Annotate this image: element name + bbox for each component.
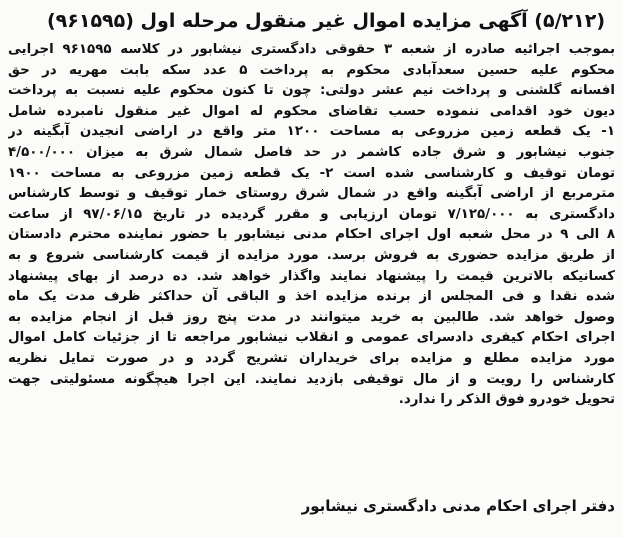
notice-body-line: مترمربع از اراضی آبگینه واقع در شمال شرق روستای خمار توقیف و توسط کارشناس (8, 186, 615, 202)
notice-body-line: تومان توقیف و کارشناسی شده است ۲- یک قطعه زمین مزروعی به مساحت ۱۹۰۰ (8, 165, 615, 181)
notice-body-line: افسانه گلشنی و پرداخت نیم عشر دولتی: چون تا کنون محکوم علیه نسبت به پرداخت (8, 83, 615, 99)
notice-body-line: وصول خواهد شد. طالبین به خرید میتوانند در مدت پنج روز قبل از انجام مزایده به (8, 309, 615, 325)
issuer-signature: دفتر اجرای احکام مدنی دادگستری نیشابور (301, 497, 615, 515)
notice-body-line: ۱- یک قطعه زمین مزروعی به مساحت ۱۲۰۰ متر واقع در اراضی انجیدن آبگینه در (8, 124, 615, 140)
notice-body-line: دادگستری به ۷/۱۲۵/۰۰۰ تومان ارزیابی و مقرر گردیده در تاریخ ۹۷/۰۶/۱۵ از ساعت (8, 206, 615, 222)
notice-body-line: تحویل خودرو فوق الذکر را ندارد. (398, 392, 615, 408)
notice-body-line: از طریق مزایده حضوری به فروش برسد. مورد مزایده از قیمت کارشناسی شروع و به (8, 247, 615, 263)
notice-body-line: بموجب اجرائیه صادره از شعبه ۳ حقوقی دادگستری نیشابور در کلاسه ۹۶۱۵۹۵ اجرایی (8, 42, 615, 57)
notice-title: (۵/۲۱۲) آگهی مزایده اموال غیر منقول مرحله اول (۹۶۱۵۹۵) (46, 10, 605, 32)
notice-body-line: کسانیکه بالاترین قیمت را پیشنهاد نمایند واگذار خواهد شد. ده درصد از بهای پیشنهاد (8, 268, 615, 284)
notice-body-line: شده نقدا و فی المجلس از برنده مزایده اخذ و الباقی آن حداکثر ظرف مدت یک ماه (8, 289, 615, 305)
notice-body-line: کارشناس را رویت و از مال توقیفی بازدید نمایند. این اجرا هیچگونه مسئولیتی جهت (8, 371, 615, 387)
notice-body-line: مورد مزایده مطلع و مزایده برای خریداران تشریح گردد و در صورت تمایل نظریه (8, 350, 615, 366)
notice-body-line: ۸ الی ۹ در محل شعبه اول اجرای احکام مدنی نیشابور با حضور نماینده محترم دادستان (8, 227, 615, 243)
notice-body-line: دیون خود اقدامی ننموده حسب تقاضای محکوم له اموال غیر منقول نامبرده شامل (8, 103, 615, 119)
notice-body-line: جنوب نیشابور و شرق جاده کاشمر در حد فاصل شمال شرق به میزان ۴/۵۰۰/۰۰۰ (8, 144, 615, 160)
notice-body (8, 40, 615, 411)
notice-body-line: محکوم علیه حسین سعدآبادی محکوم به پرداخت ۵ عدد سکه بابت مهریه در حق (8, 62, 615, 78)
notice-body-line: اجرای احکام کیفری دادسرای عمومی و انقلاب نیشابور مراجعه تا از جزئیات کامل اموال (8, 330, 615, 346)
